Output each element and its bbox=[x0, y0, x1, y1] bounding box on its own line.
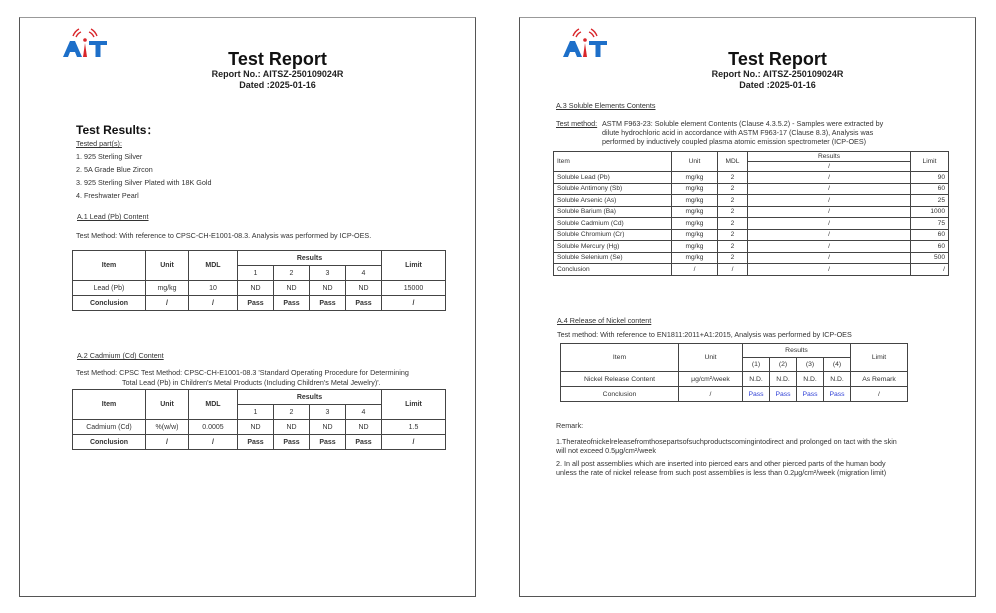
cell-item: Conclusion bbox=[73, 435, 146, 450]
nickel-test-method: Test method: With reference to EN1811:2011+A1:2015, Analysis was performed by ICP-OES bbox=[557, 330, 852, 339]
result-col-1: (1) bbox=[743, 358, 770, 372]
cell-pass: Pass bbox=[238, 435, 274, 450]
cell-pass: Pass bbox=[824, 387, 851, 402]
cell-limit: / bbox=[911, 264, 949, 276]
report-title: Test Report bbox=[728, 49, 827, 69]
report-title: Test Report bbox=[228, 49, 327, 69]
soluble-method-line2: dilute hydrochloric acid in accordance with ASTM F963-17 (Clause 8.3), Analysis was bbox=[602, 128, 874, 137]
result-col-4: 4 bbox=[346, 266, 382, 281]
cell-item: Cadmium (Cd) bbox=[73, 420, 146, 435]
tested-part-item: 4. Freshwater Pearl bbox=[76, 191, 139, 200]
result-col-4: (4) bbox=[824, 358, 851, 372]
col-header-results: Results bbox=[743, 344, 851, 358]
nickel-results-table bbox=[560, 343, 908, 402]
cell-result: / bbox=[748, 195, 911, 207]
remark-label: Remark: bbox=[556, 421, 584, 430]
cell-result: N.D. bbox=[824, 372, 851, 387]
soluble-elements-heading: A.3 Soluble Elements Contents bbox=[556, 101, 656, 110]
nickel-release-heading: A.4 Release of Nickel content bbox=[557, 316, 652, 325]
cell-mdl: 2 bbox=[718, 183, 748, 195]
table-row bbox=[554, 241, 949, 253]
cell-pass: Pass bbox=[274, 435, 310, 450]
col-header-item: Item bbox=[73, 251, 146, 281]
table-row bbox=[561, 372, 908, 387]
cell-unit: mg/kg bbox=[672, 229, 718, 241]
report-number: Report No.: AITSZ-250109024R bbox=[211, 69, 344, 79]
cell-result: / bbox=[748, 172, 911, 184]
col-header-results: Results bbox=[748, 152, 911, 162]
cell-unit: / bbox=[146, 435, 189, 450]
result-col-2: 2 bbox=[274, 405, 310, 420]
cell-unit: mg/kg bbox=[672, 172, 718, 184]
cell-unit: mg/kg bbox=[146, 281, 189, 296]
cell-result: ND bbox=[238, 420, 274, 435]
col-header-limit: Limit bbox=[382, 251, 446, 281]
cell-pass: Pass bbox=[238, 296, 274, 311]
tested-part-item: 2. 5A Grade Blue Zircon bbox=[76, 165, 153, 174]
cell-item: Soluble Chromium (Cr) bbox=[554, 229, 672, 241]
cell-result: ND bbox=[274, 420, 310, 435]
cell-item: Soluble Antimony (Sb) bbox=[554, 183, 672, 195]
cell-limit: / bbox=[382, 296, 446, 311]
cell-result: / bbox=[748, 252, 911, 264]
cell-unit: mg/kg bbox=[672, 218, 718, 230]
test-results-heading: Test Results： bbox=[76, 123, 159, 137]
result-col-3: (3) bbox=[797, 358, 824, 372]
cell-unit: mg/kg bbox=[672, 206, 718, 218]
cell-limit: 90 bbox=[911, 172, 949, 184]
cadmium-test-method: Test Method: CPSC Test Method: CPSC-CH-E1001-08.3 'Standard Operating Procedure for Determining bbox=[76, 368, 409, 377]
cell-item: Soluble Barium (Ba) bbox=[554, 206, 672, 218]
col-header-results: Results bbox=[238, 390, 382, 405]
cell-mdl: 2 bbox=[718, 206, 748, 218]
cell-result: ND bbox=[310, 281, 346, 296]
cell-limit: 1000 bbox=[911, 206, 949, 218]
cell-unit: / bbox=[146, 296, 189, 311]
result-col-3: 3 bbox=[310, 266, 346, 281]
cell-pass: Pass bbox=[310, 435, 346, 450]
cell-result: / bbox=[748, 218, 911, 230]
soluble-method-line1: ASTM F963-23: Soluble element Contents (Clause 4.3.5.2) - Samples were extracted by bbox=[602, 119, 884, 128]
col-header-limit: Limit bbox=[382, 390, 446, 420]
cadmium-content-heading: A.2 Cadmium (Cd) Content bbox=[77, 351, 164, 360]
soluble-elements-table bbox=[553, 151, 949, 276]
remark-1-cont: will not exceed 0.5μg/cm²/week bbox=[556, 446, 657, 455]
cell-limit: As Remark bbox=[851, 372, 908, 387]
cell-item: Conclusion bbox=[73, 296, 146, 311]
cell-unit: mg/kg bbox=[672, 195, 718, 207]
lead-results-table bbox=[72, 250, 446, 311]
table-row bbox=[73, 281, 446, 296]
report-date: Dated :2025-01-16 bbox=[239, 80, 316, 90]
cell-mdl: 0.0005 bbox=[189, 420, 238, 435]
cell-unit: / bbox=[679, 387, 743, 402]
cell-item: Conclusion bbox=[554, 264, 672, 276]
cell-mdl: / bbox=[189, 296, 238, 311]
cell-result: ND bbox=[346, 420, 382, 435]
col-header-results: Results bbox=[238, 251, 382, 266]
report-page-2 bbox=[519, 17, 976, 597]
table-row bbox=[554, 229, 949, 241]
table-row bbox=[554, 183, 949, 195]
cell-pass: Pass bbox=[310, 296, 346, 311]
cell-pass: Pass bbox=[346, 435, 382, 450]
cell-result: / bbox=[748, 264, 911, 276]
cell-pass: Pass bbox=[274, 296, 310, 311]
cell-result: / bbox=[748, 241, 911, 253]
cell-mdl: 2 bbox=[718, 252, 748, 264]
cell-result: ND bbox=[310, 420, 346, 435]
result-col-3: 3 bbox=[310, 405, 346, 420]
result-col-1: 1 bbox=[238, 266, 274, 281]
result-col-2: (2) bbox=[770, 358, 797, 372]
result-col-4: 4 bbox=[346, 405, 382, 420]
cell-item: Soluble Selenium (Se) bbox=[554, 252, 672, 264]
cadmium-results-table bbox=[72, 389, 446, 450]
cell-item: Soluble Arsenic (As) bbox=[554, 195, 672, 207]
table-row bbox=[554, 172, 949, 184]
cell-limit: 15000 bbox=[382, 281, 446, 296]
tested-parts-label: Tested part(s): bbox=[76, 139, 122, 148]
cell-item: Conclusion bbox=[561, 387, 679, 402]
results-sub-header: / bbox=[748, 162, 911, 172]
cell-item: Soluble Cadmium (Cd) bbox=[554, 218, 672, 230]
cell-mdl: 2 bbox=[718, 229, 748, 241]
remark-2-cont: unless the rate of nickel release from such post assemblies is less than 0.2μg/cm²/week (migration limit) bbox=[556, 468, 887, 477]
cell-result: N.D. bbox=[770, 372, 797, 387]
col-header-limit: Limit bbox=[851, 344, 908, 372]
report-page-1 bbox=[19, 17, 476, 597]
soluble-method-line3: performed by inductively coupled plasma atomic emission spectrometer (ICP-OES) bbox=[602, 137, 867, 146]
col-header-mdl: MDL bbox=[189, 251, 238, 281]
table-row bbox=[554, 195, 949, 207]
cell-limit: 1.5 bbox=[382, 420, 446, 435]
cell-limit: 60 bbox=[911, 229, 949, 241]
report-number: Report No.: AITSZ-250109024R bbox=[711, 69, 844, 79]
cell-pass: Pass bbox=[743, 387, 770, 402]
lead-test-method: Test Method: With reference to CPSC-CH-E1001-08.3. Analysis was performed by ICP-OES. bbox=[76, 231, 372, 240]
cell-mdl: / bbox=[718, 264, 748, 276]
cell-mdl: 2 bbox=[718, 195, 748, 207]
table-row bbox=[554, 252, 949, 264]
cell-pass: Pass bbox=[770, 387, 797, 402]
cell-limit: 500 bbox=[911, 252, 949, 264]
cell-result: ND bbox=[274, 281, 310, 296]
col-header-unit: Unit bbox=[679, 344, 743, 372]
cell-limit: 60 bbox=[911, 183, 949, 195]
conclusion-row bbox=[73, 435, 446, 450]
cell-unit: / bbox=[672, 264, 718, 276]
conclusion-row bbox=[73, 296, 446, 311]
cell-item: Soluble Lead (Pb) bbox=[554, 172, 672, 184]
cell-unit: mg/kg bbox=[672, 241, 718, 253]
cell-result: N.D. bbox=[797, 372, 824, 387]
remark-2: 2. In all post assemblies which are inserted into pierced ears and other pierced parts of the human body bbox=[556, 459, 886, 468]
cell-mdl: / bbox=[189, 435, 238, 450]
cell-item: Soluble Mercury (Hg) bbox=[554, 241, 672, 253]
table-row bbox=[73, 420, 446, 435]
cell-result: N.D. bbox=[743, 372, 770, 387]
col-header-limit: Limit bbox=[911, 152, 949, 172]
tested-part-item: 3. 925 Sterling Silver Plated with 18K Gold bbox=[76, 178, 212, 187]
cell-item: Lead (Pb) bbox=[73, 281, 146, 296]
conclusion-row bbox=[554, 264, 949, 276]
cell-mdl: 2 bbox=[718, 172, 748, 184]
cell-unit: mg/kg bbox=[672, 252, 718, 264]
report-date: Dated :2025-01-16 bbox=[739, 80, 816, 90]
cadmium-test-method-cont: Total Lead (Pb) in Children's Metal Products (Including Children's Metal Jewelry)'. bbox=[122, 378, 381, 387]
cell-limit: / bbox=[851, 387, 908, 402]
cell-unit: %(w/w) bbox=[146, 420, 189, 435]
result-col-2: 2 bbox=[274, 266, 310, 281]
cell-result: ND bbox=[346, 281, 382, 296]
cell-mdl: 10 bbox=[189, 281, 238, 296]
cell-limit: 60 bbox=[911, 241, 949, 253]
tested-part-item: 1. 925 Sterling Silver bbox=[76, 152, 143, 161]
remark-1: 1.Therateofnickelreleasefromthosepartsofsuchproductscomingintodirect and prolonged on tact with the skin bbox=[556, 437, 897, 446]
cell-limit: 25 bbox=[911, 195, 949, 207]
cell-unit: mg/kg bbox=[672, 183, 718, 195]
cell-mdl: 2 bbox=[718, 241, 748, 253]
soluble-method-label: Test method: bbox=[556, 119, 598, 128]
col-header-mdl: MDL bbox=[718, 152, 748, 172]
col-header-unit: Unit bbox=[672, 152, 718, 172]
col-header-unit: Unit bbox=[146, 251, 189, 281]
col-header-item: Item bbox=[554, 152, 672, 172]
table-row bbox=[554, 206, 949, 218]
cell-limit: 75 bbox=[911, 218, 949, 230]
col-header-mdl: MDL bbox=[189, 390, 238, 420]
cell-result: / bbox=[748, 183, 911, 195]
result-col-1: 1 bbox=[238, 405, 274, 420]
col-header-unit: Unit bbox=[146, 390, 189, 420]
cell-unit: μg/cm²/week bbox=[679, 372, 743, 387]
col-header-item: Item bbox=[561, 344, 679, 372]
table-row bbox=[554, 218, 949, 230]
cell-result: / bbox=[748, 206, 911, 218]
conclusion-row bbox=[561, 387, 908, 402]
cell-pass: Pass bbox=[346, 296, 382, 311]
cell-pass: Pass bbox=[797, 387, 824, 402]
cell-limit: / bbox=[382, 435, 446, 450]
cell-item: Nickel Release Content bbox=[561, 372, 679, 387]
col-header-item: Item bbox=[73, 390, 146, 420]
cell-result: / bbox=[748, 229, 911, 241]
lead-content-heading: A.1 Lead (Pb) Content bbox=[77, 212, 149, 221]
cell-result: ND bbox=[238, 281, 274, 296]
cell-mdl: 2 bbox=[718, 218, 748, 230]
